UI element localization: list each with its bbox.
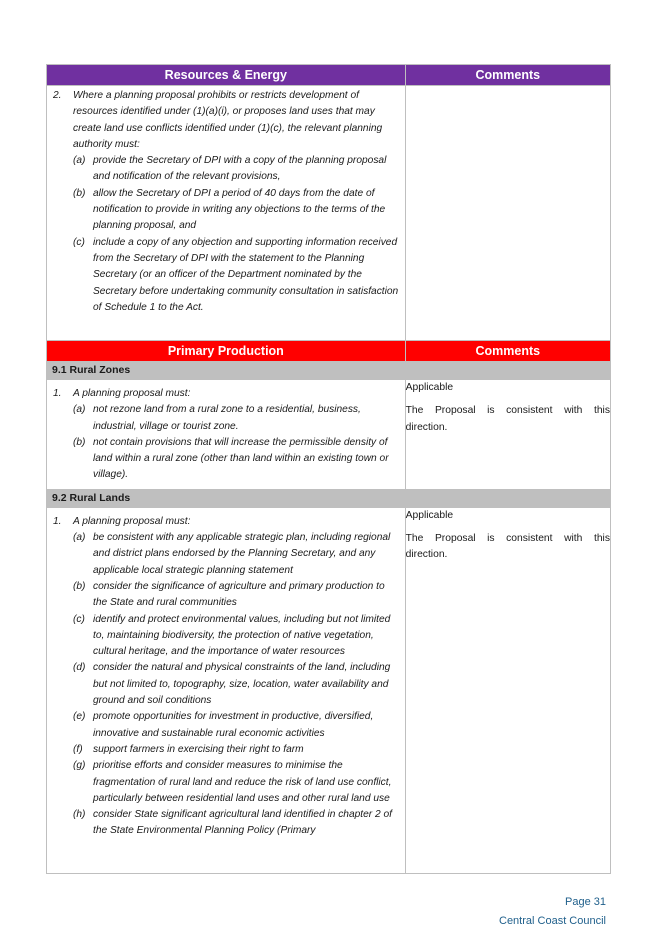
sub-item-letter: (b)	[73, 436, 86, 448]
table-header-row	[47, 341, 611, 362]
section-title-blank	[405, 489, 610, 507]
comments-heading: Comments	[405, 65, 610, 86]
section-title: 9.2 Rural Lands	[47, 489, 406, 507]
sub-item-text: not contain provisions that will increase the permissible density of land within a rural zone (other than land within an existing town or village).	[93, 436, 389, 481]
list-item	[47, 514, 405, 530]
sub-list-item	[47, 612, 405, 661]
sub-item-text: include a copy of any objection and supporting information received from the Secretary of DPI with the statement to the Planning Secretary (or an officer of the Department nominated by the Secretary before undertaking community consultation in satisfaction of Schedule 1 to the Act.	[93, 236, 399, 313]
resources-energy-heading: Resources & Energy	[47, 65, 406, 86]
requirement-cell	[47, 380, 406, 490]
sub-item-letter: (a)	[73, 532, 86, 544]
list-item	[47, 88, 405, 153]
sub-item-letter: (d)	[73, 662, 86, 674]
sub-list-item	[47, 530, 405, 579]
comment-text: The Proposal is consistent with this direction.	[405, 533, 610, 561]
sub-item-letter: (e)	[73, 711, 86, 723]
table-row	[47, 86, 611, 343]
sub-list-item	[47, 742, 405, 758]
sub-item-letter: (g)	[73, 760, 86, 772]
item-text: A planning proposal must:	[73, 388, 191, 399]
requirement-cell	[47, 86, 406, 343]
sub-list-item	[47, 807, 405, 840]
sub-list-item	[47, 709, 405, 742]
sub-item-letter: (f)	[73, 743, 83, 755]
table-row	[47, 507, 611, 873]
sub-item-text: support farmers in exercising their right to farm	[93, 743, 304, 755]
sub-item-text: consider the natural and physical constraints of the land, including but not limited to, topography, size, location, water availability and ground and soil conditions	[93, 662, 391, 707]
item-number: 1.	[53, 388, 62, 399]
resources-energy-table	[46, 64, 611, 343]
item-number: 2.	[53, 90, 62, 101]
item-number: 1.	[53, 515, 62, 527]
sub-item-text: not rezone land from a rural zone to a residential, business, industrial, village or tourist zone.	[93, 404, 361, 432]
sub-item-text: consider State significant agricultural land identified in chapter 2 of the State Environmental Planning Policy (Primary	[93, 809, 393, 837]
comment-text: The Proposal is consistent with this direction.	[405, 405, 610, 433]
section-row-rural-zones	[47, 362, 611, 380]
primary-production-table	[46, 340, 611, 874]
comment-cell	[405, 507, 610, 873]
sub-item-text: provide the Secretary of DPI with a copy of the planning proposal and notification of the relevant provisions,	[93, 155, 387, 183]
sub-item-text: be consistent with any applicable strategic plan, including regional and district plans endorsed by the Planning Secretary, and any applicable local strategic planning statement	[93, 532, 391, 576]
sub-item-letter: (b)	[73, 580, 86, 592]
sub-list-item	[47, 660, 405, 709]
section-title: 9.1 Rural Zones	[47, 362, 406, 380]
sub-list-item	[47, 153, 405, 186]
page-footer	[499, 893, 606, 931]
sub-item-text: allow the Secretary of DPI a period of 40 days from the date of notification to provide in writing any objections to the terms of the planning proposal, and	[93, 187, 386, 232]
section-title-blank	[405, 362, 610, 380]
comments-heading: Comments	[405, 341, 610, 362]
sub-item-letter: (c)	[73, 236, 85, 248]
comment-status: Applicable	[405, 382, 454, 393]
list-item	[47, 386, 405, 402]
sub-item-letter: (c)	[73, 613, 85, 625]
page-number: Page 31	[565, 896, 606, 908]
sub-item-text: identify and protect environmental values, including but not limited to, maintaining biodiversity, the protection of native vegetation, cultural heritage, and the importance of water resources	[93, 613, 391, 658]
sub-list-item	[47, 235, 405, 316]
comment-status: Applicable	[405, 509, 454, 521]
sub-item-text: promote opportunities for investment in productive, diversified, innovative and sustainable rural economic activities	[93, 711, 374, 739]
organisation-name: Central Coast Council	[499, 915, 606, 927]
comment-cell	[405, 86, 610, 343]
requirement-cell	[47, 507, 406, 873]
comment-cell	[405, 380, 610, 490]
sub-item-letter: (a)	[73, 404, 86, 416]
item-text: A planning proposal must:	[73, 515, 191, 527]
sub-item-text: prioritise efforts and consider measures to minimise the fragmentation of rural land and reduce the risk of land use conflict, particularly between residential land uses and other rural land use	[93, 760, 392, 804]
sub-list-item	[47, 186, 405, 235]
sub-list-item	[47, 435, 405, 484]
sub-item-letter: (a)	[73, 155, 86, 167]
sub-item-letter: (h)	[73, 809, 86, 821]
table-row	[47, 380, 611, 490]
sub-item-text: consider the significance of agriculture and primary production to the State and rural communities	[93, 580, 385, 609]
table-header-row	[47, 65, 611, 86]
primary-production-heading: Primary Production	[47, 341, 406, 362]
sub-list-item	[47, 579, 405, 612]
section-row-rural-lands	[47, 489, 611, 507]
item-text: Where a planning proposal prohibits or restricts development of resources identified under (1)(a)(i), or proposes land uses that may create land use conflicts identified under (1)(c), the relevant planning authority must:	[73, 90, 383, 150]
sub-list-item	[47, 402, 405, 435]
sub-item-letter: (b)	[73, 187, 86, 199]
sub-list-item	[47, 758, 405, 807]
